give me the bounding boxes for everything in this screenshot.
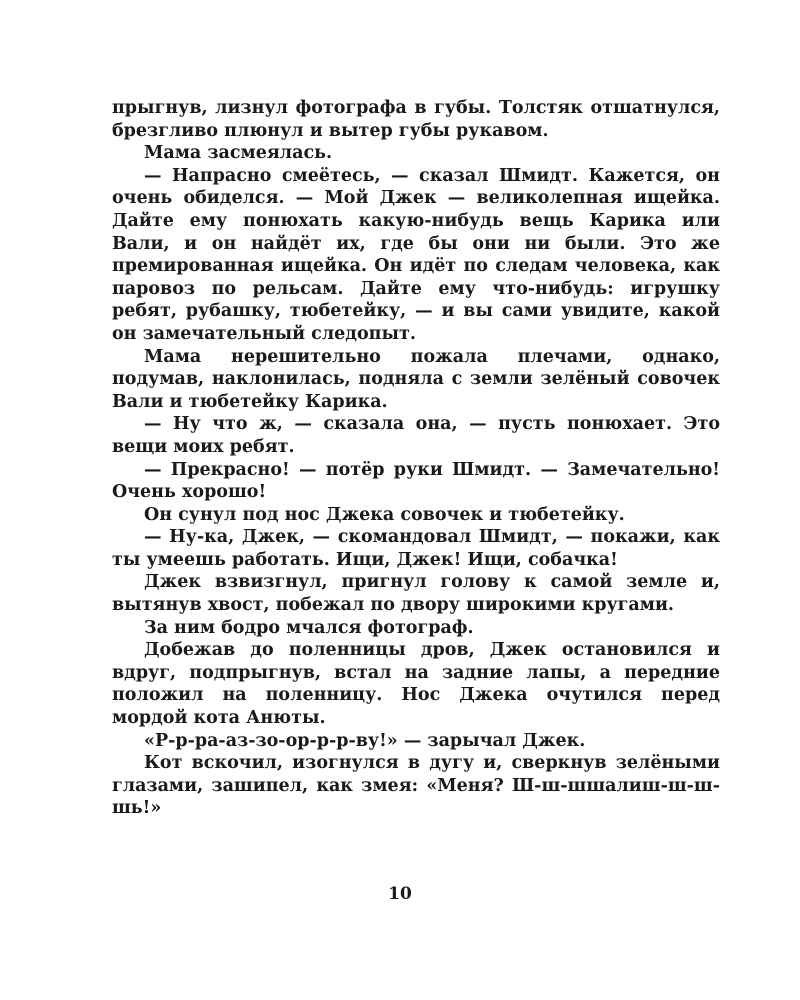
page-number: 10 (388, 884, 412, 904)
paragraph-6: — Прекрасно! — потёр руки Шмидт. — Замечательно! Очень хорошо! (112, 459, 720, 503)
paragraph-8: — Ну-ка, Джек, — скомандовал Шмидт, — покажи, как ты умеешь работать. Ищи, Джек! Ищи, собачка! (112, 527, 720, 570)
paragraph-5: — Ну что ж, — сказала она, — пусть понюхает. Это вещи моих ребят. (112, 414, 720, 457)
paragraph-12: «Р-р-ра-аз-зо-ор-р-р-ву!» — зарычал Джек. (144, 730, 586, 751)
paragraph-3: — Напрасно смеётесь, — сказал Шмидт. Кажется, он очень обиделся. — Мой Джек — великолепная ищейка. Дайте ему понюхать какую-нибудь вещь Карика или Вали, и он найдёт их, где бы они ни были. Это же премированная ищейка. Он идёт по следам человека, как паровоз по рельсам. Дайте ему что-нибудь: игрушку ребят, рубашку, тюбетейку, — и вы сами увидите, какой он замечательный следопыт. (112, 165, 720, 344)
paragraph-2: Мама засмеялась. (144, 143, 333, 164)
paragraph-9: Джек взвизгнул, пригнул голову к самой земле и, вытянув хвост, побежал по двору широкими кругами. (112, 572, 720, 616)
paragraph-7: Он сунул под нос Джека совочек и тюбетейку. (144, 504, 625, 525)
body-text (112, 97, 720, 820)
paragraph-1: прыгнув, лизнул фотографа в губы. Толстяк отшатнулся, брезгливо плюнул и вытер губы рукавом. (112, 98, 720, 141)
paragraph-10: За ним бодро мчался фотограф. (144, 617, 474, 638)
paragraph-11: Добежав до поленницы дров, Джек остановился и вдруг, подпрыгнув, встал на задние лапы, а передние положил на поленницу. Нос Джека очутился перед мордой кота Анюты. (112, 640, 720, 729)
paragraph-4: Мама нерешительно пожала плечами, однако, подумав, наклонилась, подняла с земли зелёный совочек Вали и тюбетейку Карика. (112, 346, 720, 412)
paragraph-13: Кот вскочил, изогнулся в дугу и, сверкнув зелёными глазами, зашипел, как змея: «Меня? Ш-ш-шшалиш-ш-ш-шь!» (112, 753, 720, 819)
